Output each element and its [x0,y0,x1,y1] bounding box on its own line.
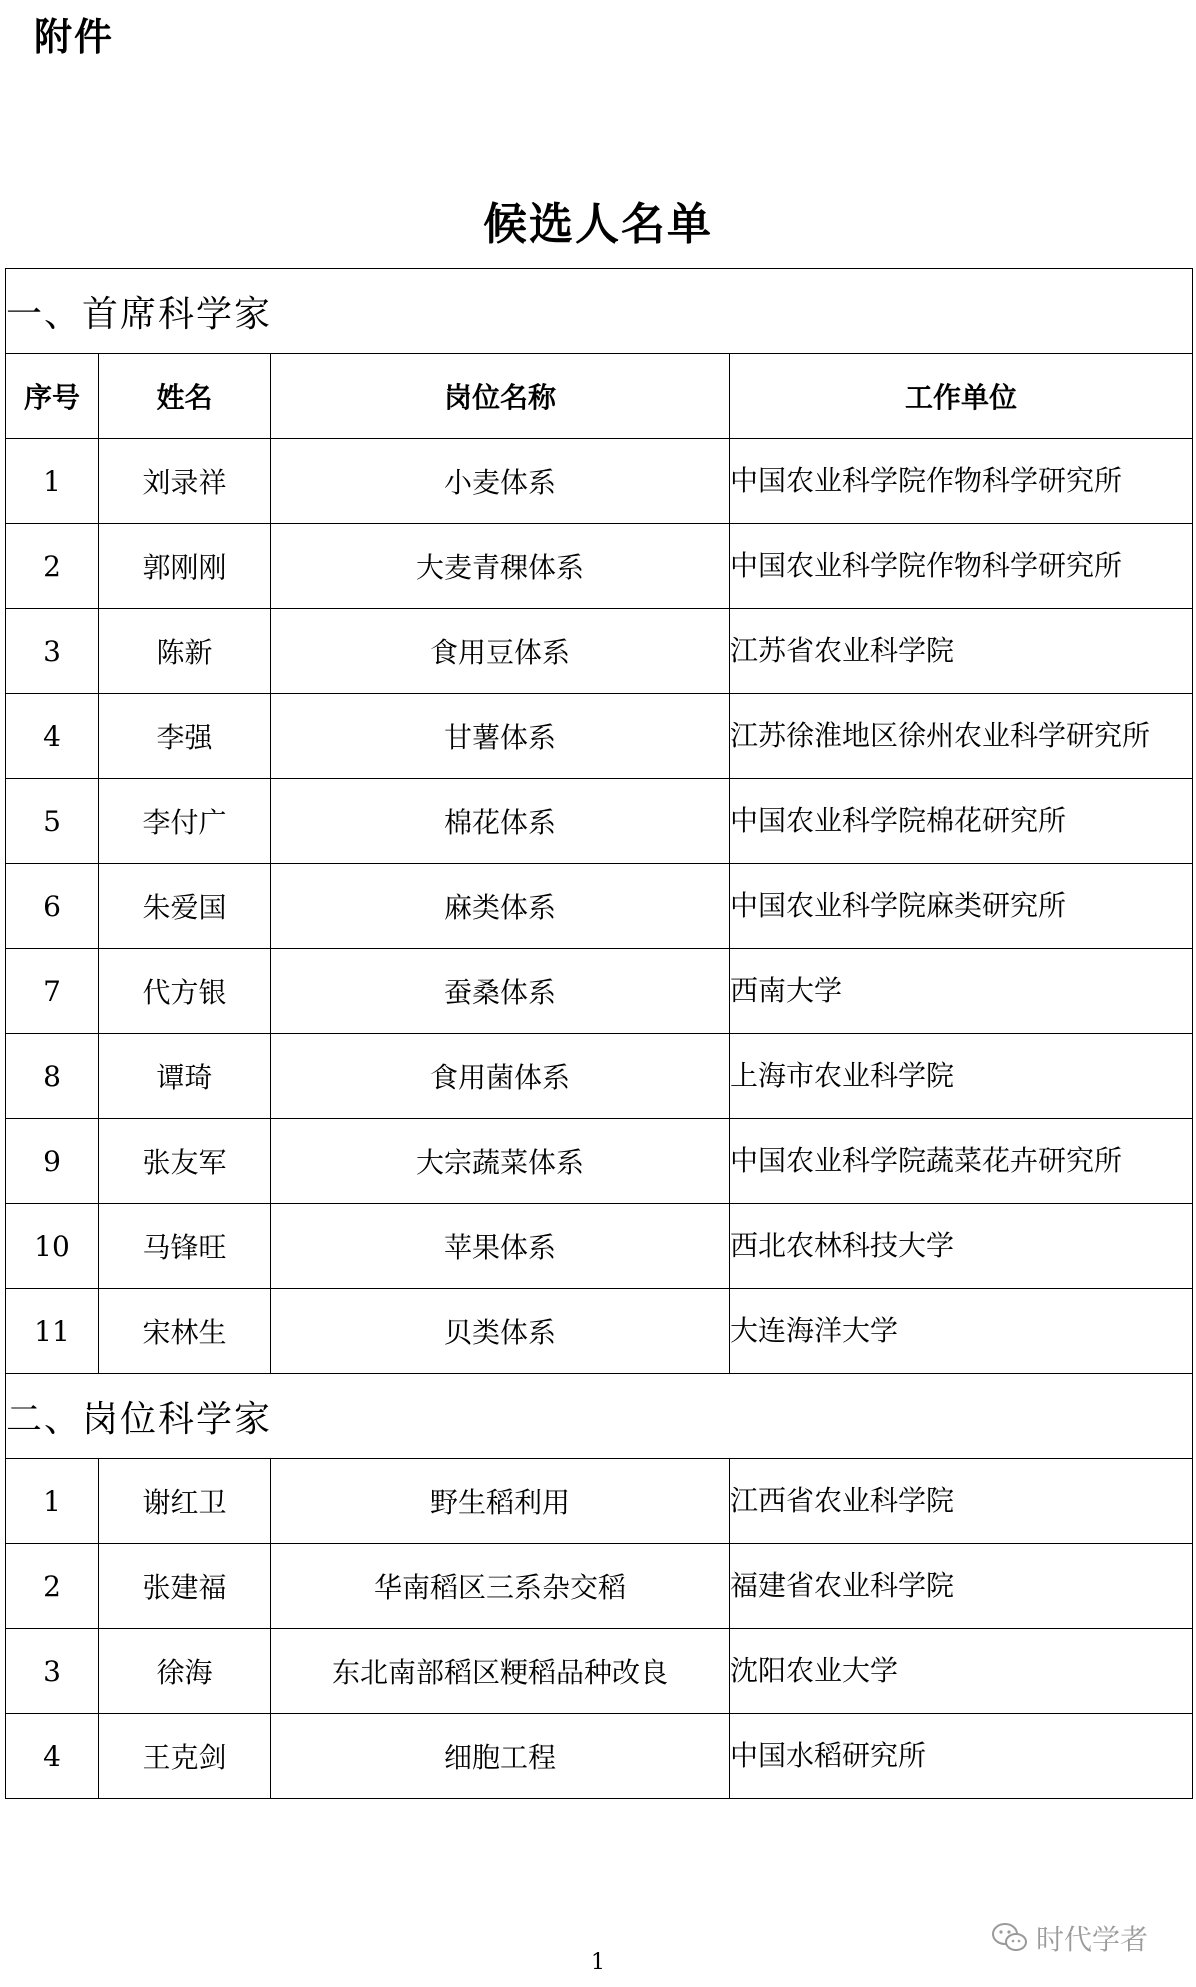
table-row [6,1119,1193,1204]
row-index: 2 [6,1544,99,1629]
row-name: 宋林生 [99,1289,271,1374]
row-name: 谭琦 [99,1034,271,1119]
row-position: 小麦体系 [271,439,730,524]
header-unit: 工作单位 [730,354,1193,439]
row-index: 4 [6,694,99,779]
row-unit: 上海市农业科学院 [730,1034,1193,1119]
row-name: 李付广 [99,779,271,864]
row-unit: 中国水稻研究所 [730,1714,1193,1799]
table-row [6,779,1193,864]
row-name: 刘录祥 [99,439,271,524]
row-unit: 江西省农业科学院 [730,1459,1193,1544]
row-index: 1 [6,439,99,524]
table-row [6,1629,1193,1714]
row-name: 张建福 [99,1544,271,1629]
row-name: 郭刚刚 [99,524,271,609]
row-index: 9 [6,1119,99,1204]
row-name: 徐海 [99,1629,271,1714]
candidate-table [5,268,1193,1799]
row-index: 2 [6,524,99,609]
row-unit: 福建省农业科学院 [730,1544,1193,1629]
row-position: 华南稻区三系杂交稻 [271,1544,730,1629]
row-index: 6 [6,864,99,949]
row-name: 朱爱国 [99,864,271,949]
row-position: 甘薯体系 [271,694,730,779]
row-position: 大麦青稞体系 [271,524,730,609]
row-index: 11 [6,1289,99,1374]
header-index: 序号 [6,354,99,439]
row-name: 张友军 [99,1119,271,1204]
row-index: 3 [6,609,99,694]
row-name: 代方银 [99,949,271,1034]
row-name: 王克剑 [99,1714,271,1799]
row-position: 苹果体系 [271,1204,730,1289]
section-heading-row [6,269,1193,354]
table-row [6,1459,1193,1544]
table-row [6,1714,1193,1799]
row-position: 棉花体系 [271,779,730,864]
page-number: 1 [591,1950,605,1975]
row-position: 麻类体系 [271,864,730,949]
row-unit: 中国农业科学院蔬菜花卉研究所 [730,1119,1193,1204]
row-unit: 中国农业科学院作物科学研究所 [730,524,1193,609]
row-name: 陈新 [99,609,271,694]
table-row [6,524,1193,609]
row-position: 贝类体系 [271,1289,730,1374]
row-position: 蚕桑体系 [271,949,730,1034]
row-name: 李强 [99,694,271,779]
row-index: 10 [6,1204,99,1289]
section-heading: 二、岗位科学家 [6,1374,1193,1459]
table-row [6,609,1193,694]
row-unit: 大连海洋大学 [730,1289,1193,1374]
attachment-label: 附件 [34,15,115,59]
section-heading-row [6,1374,1193,1459]
row-name: 马锋旺 [99,1204,271,1289]
table-row [6,1289,1193,1374]
table-row [6,1204,1193,1289]
table-header-row [6,354,1193,439]
row-index: 4 [6,1714,99,1799]
row-index: 8 [6,1034,99,1119]
header-position: 岗位名称 [271,354,730,439]
section-heading: 一、首席科学家 [6,269,1193,354]
row-position: 食用豆体系 [271,609,730,694]
row-unit: 中国农业科学院作物科学研究所 [730,439,1193,524]
row-unit: 西南大学 [730,949,1193,1034]
row-name: 谢红卫 [99,1459,271,1544]
row-index: 7 [6,949,99,1034]
row-unit: 沈阳农业大学 [730,1629,1193,1714]
table-row [6,1034,1193,1119]
row-index: 3 [6,1629,99,1714]
row-index: 5 [6,779,99,864]
table-row [6,949,1193,1034]
row-unit: 江苏省农业科学院 [730,609,1193,694]
row-position: 野生稻利用 [271,1459,730,1544]
table-row [6,1544,1193,1629]
header-name: 姓名 [99,354,271,439]
table-row [6,864,1193,949]
table-row [6,439,1193,524]
row-position: 东北南部稻区粳稻品种改良 [271,1629,730,1714]
row-index: 1 [6,1459,99,1544]
table-row [6,694,1193,779]
row-unit: 中国农业科学院棉花研究所 [730,779,1193,864]
row-unit: 西北农林科技大学 [730,1204,1193,1289]
watermark-text: 时代学者 [1036,1923,1149,1956]
row-unit: 江苏徐淮地区徐州农业科学研究所 [730,694,1193,779]
row-position: 细胞工程 [271,1714,730,1799]
document-title: 候选人名单 [483,199,713,250]
row-position: 食用菌体系 [271,1034,730,1119]
row-unit: 中国农业科学院麻类研究所 [730,864,1193,949]
row-position: 大宗蔬菜体系 [271,1119,730,1204]
